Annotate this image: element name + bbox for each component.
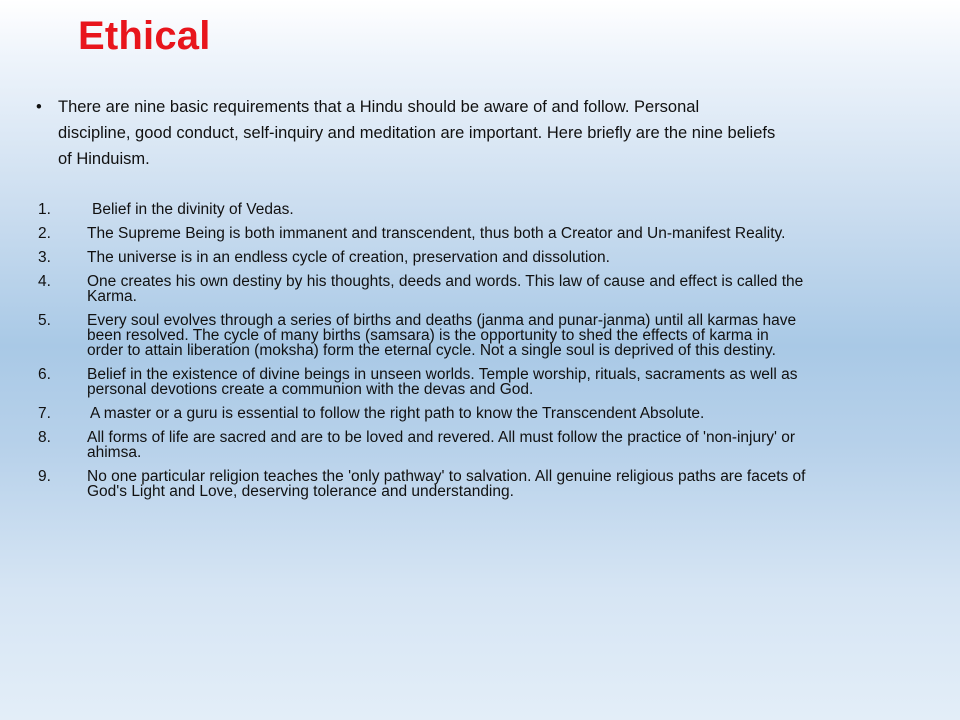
belief-item-2: [38, 226, 808, 241]
belief-item-7: [38, 406, 808, 421]
belief-number: 7.: [38, 405, 51, 422]
bullet-dot-icon: •: [36, 98, 42, 116]
belief-text: Belief in the divinity of Vedas.: [92, 201, 294, 218]
belief-number: 9.: [38, 468, 51, 485]
belief-item-1: [38, 202, 808, 217]
belief-item-6: [38, 367, 808, 397]
belief-text: A master or a guru is essential to follow the right path to know the Transcendent Absolute.: [90, 405, 705, 422]
slide-title: Ethical: [78, 14, 211, 58]
belief-text: One creates his own destiny by his thoughts, deeds and words. This law of cause and effect is called the Karma.: [87, 273, 804, 305]
belief-number: 5.: [38, 312, 51, 329]
belief-item-8: [38, 430, 808, 460]
belief-text: All forms of life are sacred and are to be loved and revered. All must follow the practice of 'non-injury' or ahimsa.: [87, 429, 796, 461]
belief-item-3: [38, 250, 808, 265]
belief-text: Belief in the existence of divine beings in unseen worlds. Temple worship, rituals, sacraments as well as personal devotions create a communion with the devas and God.: [87, 366, 798, 398]
belief-text: No one particular religion teaches the 'only pathway' to salvation. All genuine religious paths are facets of God's Light and Love, deserving tolerance and understanding.: [87, 468, 806, 500]
belief-item-5: [38, 313, 808, 358]
belief-number: 6.: [38, 366, 51, 383]
belief-text: Every soul evolves through a series of births and deaths (janma and punar-janma) until all karmas have been resolved. The cycle of many births (samsara) is the opportunity to shed the effects of karma in order to attain liberation (moksha) form the eternal cycle. Not a single soul is deprived of this destiny.: [87, 312, 797, 359]
belief-number: 1.: [38, 201, 51, 218]
belief-text: The Supreme Being is both immanent and transcendent, thus both a Creator and Un-manifest Reality.: [87, 225, 786, 242]
belief-item-4: [38, 274, 808, 304]
beliefs-list: [38, 202, 808, 508]
belief-item-9: [38, 469, 808, 499]
belief-number: 2.: [38, 225, 51, 242]
belief-number: 8.: [38, 429, 51, 446]
intro-text: There are nine basic requirements that a Hindu should be aware of and follow. Personal discipline, good conduct, self-inquiry and meditation are important. Here briefly are the nine beliefs of Hinduism.: [58, 98, 776, 168]
intro-bullet: [36, 94, 776, 172]
belief-number: 4.: [38, 273, 51, 290]
belief-text: The universe is in an endless cycle of creation, preservation and dissolution.: [87, 249, 610, 266]
belief-number: 3.: [38, 249, 51, 266]
